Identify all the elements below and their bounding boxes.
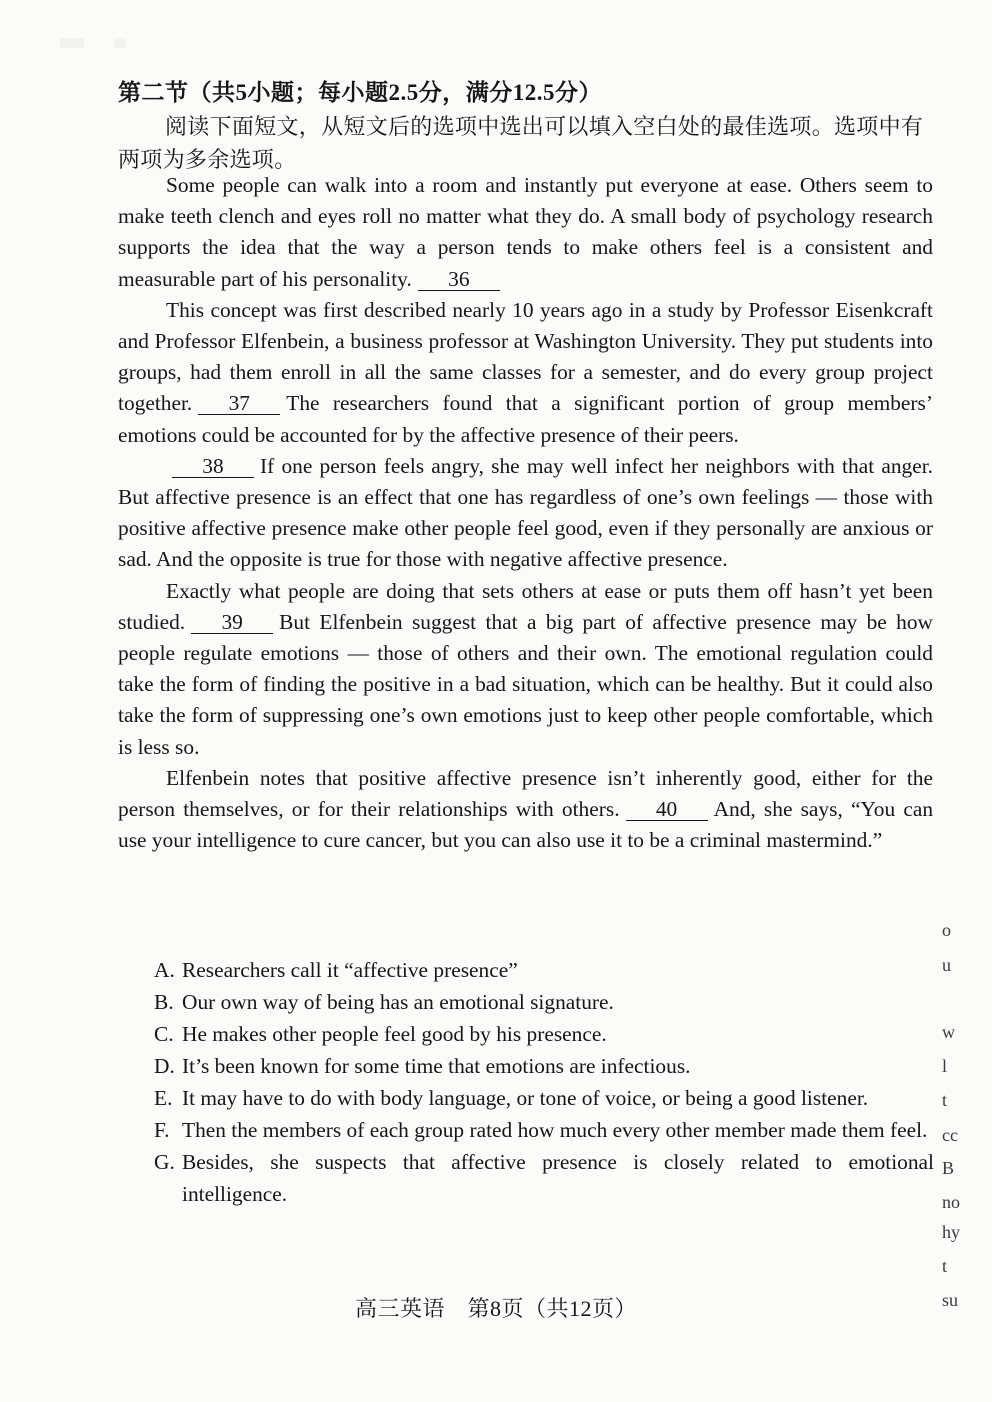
answer-blank-37: 37 [198, 392, 280, 415]
margin-bleed-text: t [942, 1256, 948, 1276]
answer-blank-39: 39 [191, 611, 273, 634]
option-g [154, 1146, 934, 1210]
paragraph-text: The researchers found that a significant portion of group members’ emotions could be accounted for by the affective presence of their peers. [118, 391, 933, 447]
margin-bleed-text: u [942, 955, 951, 975]
answer-options [154, 954, 934, 1210]
margin-bleed-text: w [942, 1022, 955, 1042]
option-letter: G. [154, 1150, 175, 1174]
option-text: It may have to do with body language, or tone of voice, or being a good listener. [182, 1086, 869, 1110]
scan-smudge [60, 38, 180, 48]
page-footer: 高三英语 第8页（共12页） [354, 1296, 637, 1321]
option-letter: E. [154, 1086, 173, 1110]
margin-bleed-text: B [942, 1158, 955, 1178]
paragraph-text: Exactly what people are doing that sets others at ease or puts them off hasn’t yet been studied. [118, 578, 933, 634]
passage-paragraph-4 [118, 576, 933, 763]
passage-paragraph-5 [118, 763, 933, 857]
paragraph-text: Some people can walk into a room and instantly put everyone at ease. Others seem to make teeth clench and eyes roll no matter what they do. A small body of psychology research supports the idea that the way a person tends to make others feel is a consistent and measurable part of his personality. [118, 173, 933, 291]
option-c [154, 1018, 934, 1050]
option-letter: D. [154, 1054, 175, 1078]
option-text: Our own way of being has an emotional signature. [182, 990, 614, 1014]
option-a [154, 954, 934, 986]
paragraph-text: Elfenbein notes that positive affective presence isn’t inherently good, either for the person themselves, or for their relationships with others. [118, 765, 933, 822]
option-text: Researchers call it “affective presence” [182, 958, 518, 982]
margin-bleed-text: o [942, 920, 951, 940]
option-text: It’s been known for some time that emotions are infectious. [182, 1054, 691, 1078]
section-title: 第二节（共5小题；每小题2.5分，满分12.5分） [118, 80, 602, 105]
paragraph-text: This concept was first described nearly 10 years ago in a study by Professor Eisenkcraft and Professor Elfenbein, a business professor at Washington University. They put students into groups, had them enroll in all the same classes for a semester, and do every group project together. [118, 297, 933, 416]
answer-blank-36: 36 [418, 268, 500, 291]
option-letter: B. [154, 990, 174, 1014]
margin-bleed-text: t [942, 1090, 948, 1110]
margin-bleed-text: no [942, 1192, 960, 1212]
answer-blank-38: 38 [172, 455, 254, 478]
section-instructions: 阅读下面短文，从短文后的选项中选出可以填入空白处的最佳选项。选项中有两项为多余选项。 [118, 114, 924, 172]
passage-paragraph-1 [118, 170, 933, 295]
option-d [154, 1050, 934, 1082]
margin-bleed-text: l [942, 1056, 948, 1076]
paragraph-text: If one person feels angry, she may well infect her neighbors with that anger. But affective presence is an effect that one has regardless of one’s own feelings — those with positive affective presence make other people feel good, even if they personally are anxious or sad. And the opposite is true for those with negative affective presence. [118, 453, 933, 572]
paragraph-text: And, she says, “You can use your intelligence to cure cancer, but you can also use it to be a criminal mastermind.” [118, 797, 934, 853]
option-text: Then the members of each group rated how much every other member made them feel. [182, 1118, 928, 1142]
option-text: He makes other people feel good by his presence. [182, 1022, 607, 1046]
reading-passage [118, 170, 933, 856]
option-e [154, 1082, 934, 1114]
option-b [154, 986, 934, 1018]
answer-blank-40: 40 [626, 798, 708, 821]
margin-bleed-text: hy [942, 1222, 960, 1242]
option-text: Besides, she suspects that affective presence is closely related to emotional intelligence. [182, 1150, 934, 1206]
passage-paragraph-3 [118, 451, 933, 576]
option-letter: F. [154, 1118, 170, 1142]
option-letter: A. [154, 958, 175, 982]
margin-bleed-text: cc [942, 1125, 958, 1145]
option-f [154, 1114, 934, 1146]
margin-bleed-text: su [942, 1290, 959, 1310]
option-letter: C. [154, 1022, 174, 1046]
passage-paragraph-2 [118, 295, 933, 451]
paragraph-text: But Elfenbein suggest that a big part of affective presence may be how people regulate emotions — those of others and their own. The emotional regulation could take the form of finding the positive in a bad situation, which can be healthy. But it could also take the form of suppressing one’s own emotions just to keep other people comfortable, which is less so. [118, 609, 933, 759]
